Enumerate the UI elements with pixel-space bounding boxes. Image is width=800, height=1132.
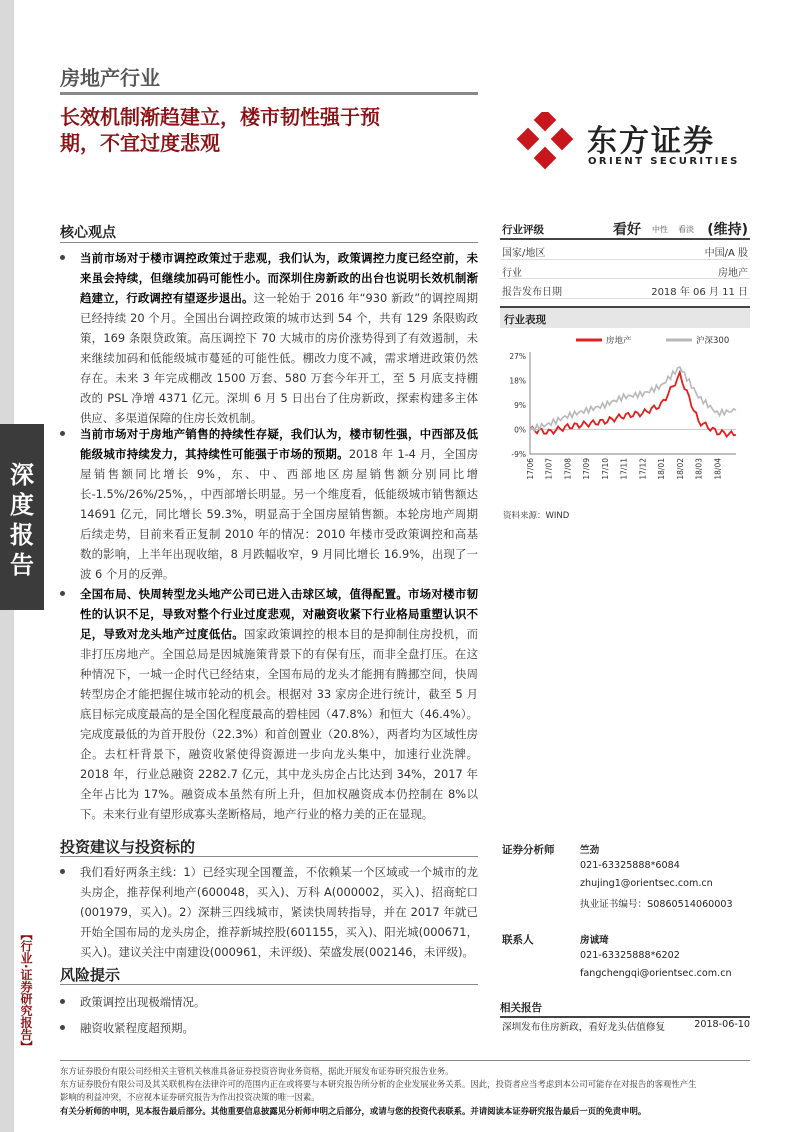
contact-phone: 021-63325888*6202 <box>580 950 680 961</box>
rating-row-value: 中国/A 股 <box>704 248 748 259</box>
analyst-phone: 021-63325888*6084 <box>580 860 680 871</box>
performance-heading: 行业表现 <box>500 306 750 328</box>
rating-header-row <box>500 218 750 240</box>
related-heading: 相关报告 <box>500 1002 542 1014</box>
contact-role: 联系人 <box>502 934 534 946</box>
analyst-cert: 执业证书编号：S0860514060003 <box>580 899 733 910</box>
sector-label: 房地产行业 <box>60 66 160 90</box>
rating-table <box>500 218 750 299</box>
analyst-email[interactable]: zhujing1@orientsec.com.cn <box>580 878 713 889</box>
rating-neutral: 中性 <box>652 225 668 234</box>
core-bullet-3 <box>60 584 478 824</box>
bullet-text: 当前市场对于楼市调控政策过于悲观，我们认为，政策调控力度已经空前，未来虽会持续，但继续加码可能性小。而深圳住房新政的出台也说明长效机制渐趋建立，行政调控有望逐步退出。这一轮始于 2016 年“930 新政”的调控周期已经持续 20 个月。全国出台调控政策的城市达到 54 个，共有 129 条限购政策，169 条限贷政策。高压调控下 70 大城市的房价涨势得到了有效遏制，未来继续加码和低能级城市蔓延的可能性低。棚改力度不减，需求增进政策仍然存在。未来 3 年完成棚改 1500 万套、580 万套今年开工，至 5 月底支持棚改的 PSL 净增 4371 亿元。深圳 6 月 5 日出台了住房新政，探索构建多主体供应、多渠道保障的住房长效机制。 <box>80 251 478 425</box>
rating-value: 看好 <box>613 222 641 238</box>
logo-chinese: 东方证券 <box>587 124 715 159</box>
y-tick-label: -9% <box>511 450 526 459</box>
invest-divider <box>60 856 478 857</box>
legend-label: 房地产 <box>606 336 632 346</box>
y-tick-label: 27% <box>509 352 526 361</box>
invest-text: 我们看好两条主线：1）已经实现全国覆盖，不依赖某一个区域或一个城市的龙头房企，推荐保利地产(600048，买入)、万科 A(000002，买入)、招商蛇口(001979，买入)。2）深耕三四线城市，紧读快周转指导，并在 2017 年就已开始全国布局的龙头房企，推荐新城控股(601155，买入)、阳光城(000671，买入)。建议关注中南建设(000961，未评级)、荣盛发展(002146，未评级)。 <box>80 865 478 959</box>
core-divider <box>60 242 478 243</box>
rating-row-key: 行业 <box>502 267 522 279</box>
legend-label: 沪深300 <box>696 336 730 346</box>
bullet-dot <box>60 1025 65 1030</box>
bullet-dot <box>60 591 65 596</box>
rating-row <box>500 279 750 299</box>
x-tick-label: 17/10 <box>600 458 610 480</box>
bullet-text: 全国布局、快周转型龙头地产公司已进入击球区域，值得配置。市场对楼市韧性的认识不足，导致对整个行业过度悲观，对融资收紧下行业格局重塑认识不足，导致对龙头地产过度低估。国家政策调控的根本目的是抑制住房投机，而非打压房地产。全国总局是因城施策背景下的有保有压，而非全盘打压。在这种情况下，一城一企时代已经结束，全国布局的龙头才能拥有腾挪空间，快周转型房企才能把握住城市轮动的机会。根据对 33 家房企进行统计，截至 5 月底目标完成度最高的是全国化程度最高的碧桂园（47.8%）和恒大（46.4%）。完成度最低的为首开股份（22.3%）和首创置业（20.8%），两者均为区域性房企。去杠杆背景下，融资收紧使得资源进一步向龙头集中，加速行业洗牌。2018 年，行业总融资 2282.7 亿元，其中龙头房企占比达到 34%，2017 年全年占比为 17%。融资成本虽然有所上升，但加权融资成本仍控制在 8%以下。未来行业有望形成寡头垄断格局，地产行业的格力美的正在显现。 <box>80 587 478 821</box>
footer-divider <box>60 1060 750 1061</box>
x-tick-label: 17/11 <box>619 458 629 480</box>
x-tick-label: 17/09 <box>582 458 592 480</box>
x-tick-label: 18/02 <box>675 458 685 480</box>
risk-text: 政策调控出现极端情况。 <box>80 995 206 1009</box>
related-report-link[interactable] <box>502 1019 750 1033</box>
analyst-role: 证券分析师 <box>502 844 555 856</box>
rating-row-value: 2018 年 06 月 11 日 <box>651 287 748 298</box>
x-tick-label: 17/07 <box>544 458 554 480</box>
invest-heading: 投资建议与投资标的 <box>60 838 196 856</box>
bullet-dot <box>60 431 65 436</box>
y-tick-label: 0% <box>514 425 526 435</box>
footer-line-3: 影响的利益冲突，不应视本证券研究报告为作出投资决策的唯一因素。 <box>60 1092 320 1102</box>
rating-bearish: 看淡 <box>678 225 694 234</box>
risk-heading: 风险提示 <box>60 966 121 984</box>
x-tick-label: 18/04 <box>713 458 723 480</box>
rating-row <box>500 240 750 260</box>
contact-name: 房诚琦 <box>580 935 609 946</box>
bullet-dot <box>60 255 65 260</box>
x-tick-label: 17/12 <box>638 458 648 480</box>
title-line-1: 长效机制渐趋建立，楼市韧性强于预 <box>60 105 380 129</box>
x-tick-label: 17/06 <box>526 458 535 480</box>
risk-text: 融资收紧程度超预期。 <box>80 1021 194 1035</box>
related-title: 深圳发布住房新政，看好龙头估值修复 <box>502 1022 666 1033</box>
page-title <box>60 104 490 156</box>
bullet-dot <box>60 999 65 1004</box>
rating-row-key: 报告发布日期 <box>502 287 562 298</box>
rating-keep: (维持) <box>707 222 748 238</box>
contact-email[interactable]: fangchengqi@orientsec.com.cn <box>580 968 732 979</box>
orient-logo-icon <box>515 112 575 170</box>
rating-row <box>500 260 750 280</box>
risk-divider <box>60 984 478 985</box>
series-label: 【行业·证券研究报告】 <box>19 927 33 1053</box>
report-type-tab <box>0 424 44 610</box>
brand-logo <box>515 112 755 172</box>
footer-disclaimer: 有关分析师的申明，见本报告最后部分。其他重要信息披露见分析师申明之后部分，或请与您的投资代表联系。并请阅读本证券研究报告最后一页的免责申明。 <box>60 1106 647 1116</box>
rating-row-key: 国家/地区 <box>502 248 546 259</box>
bullet-dot <box>60 869 65 874</box>
x-tick-label: 18/01 <box>657 458 667 480</box>
rating-row-value: 房地产 <box>718 267 748 279</box>
footer-line-2: 东方证券股份有限公司及其关联机构在法律许可的范围内正在或将要与本研究报告所分析的企业发展业务关系。因此，投资者应当考虑到本公司可能存在对报告的客观性产生 <box>60 1079 697 1089</box>
analyst-name: 竺劲 <box>580 845 600 856</box>
series-line-hs300 <box>530 367 736 431</box>
related-date: 2018-06-10 <box>694 1019 750 1030</box>
logo-english: ORIENT SECURITIES <box>588 156 740 167</box>
y-tick-label: 9% <box>514 401 526 410</box>
core-heading: 核心观点 <box>60 225 116 241</box>
performance-chart <box>500 330 750 500</box>
invest-bullet <box>60 862 478 962</box>
series-line-real-estate <box>530 372 736 436</box>
title-line-2: 期，不宜过度悲观 <box>60 131 220 155</box>
chart-source: 资料来源：WIND <box>503 511 570 521</box>
related-divider <box>500 1016 750 1018</box>
y-tick-label: 18% <box>509 376 526 386</box>
rating-label: 行业评级 <box>502 224 544 236</box>
bullet-text: 当前市场对于房地产销售的持续性存疑，我们认为，楼市韧性强，中西部及低能级城市持续发力，其持续性可能强于市场的预期。2018 年 1-4 月，全国房屋销售额同比增长 9%，东、中、西部地区房屋销售额分别同比增长-1.5%/26%/25%，，中西部增长明显。另一个维度看，低能级城市销售额达 14691 亿元，同比增长 59.3%，明显高于全国房屋销售额。本轮房地产周期后续走势，目前来看正复制 2010 年的情况：2010 年楼市受政策调控和高基数的影响，上半年出现收缩，8 月跌幅收窄，9 月同比增长 16.9%，出现了一波 6 个月的反弹。 <box>80 427 478 581</box>
footer-line-1: 东方证券股份有限公司经相关主管机关核准具备证券投资咨询业务资格，据此开展发布证券研究报告业务。 <box>60 1066 454 1076</box>
core-bullet-1 <box>60 248 478 428</box>
header-divider <box>60 92 478 95</box>
report-type-label: 深度报告 <box>10 461 34 579</box>
risk-item-1 <box>60 992 478 1012</box>
x-tick-label: 18/03 <box>694 458 704 480</box>
risk-item-2 <box>60 1018 478 1038</box>
core-bullet-2 <box>60 424 478 584</box>
x-tick-label: 17/08 <box>563 458 573 480</box>
